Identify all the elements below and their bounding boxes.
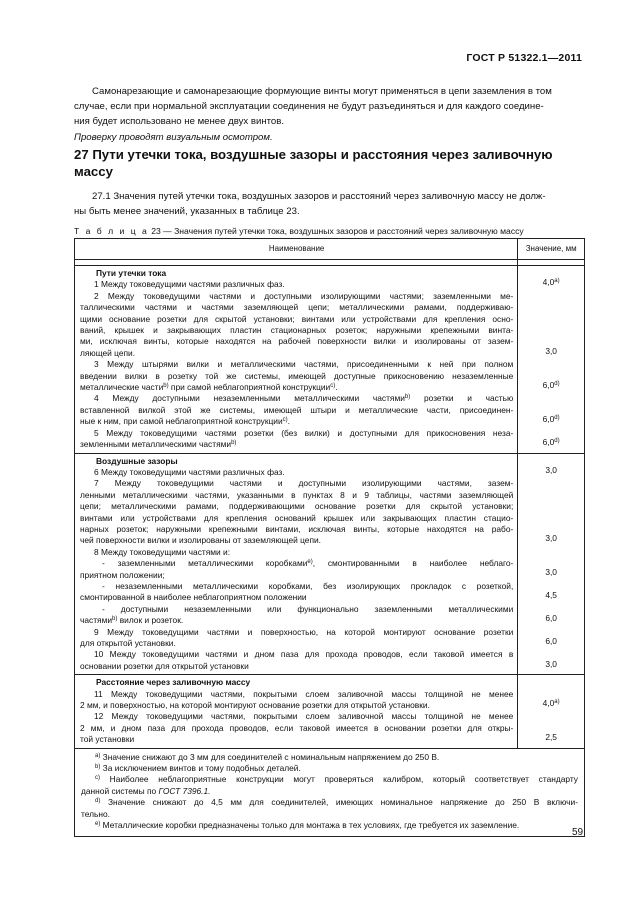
table-23: [74, 238, 585, 837]
group-clearance: [75, 453, 585, 675]
row-10: 10 Между токоведущими частями и дном паза для прохода проводов, если таковой имеется в: [94, 649, 514, 660]
col-header-name: Наименование: [75, 239, 518, 260]
row-8b: смонтированной в наиболее неблагоприятном положении: [80, 592, 307, 603]
page-header-standard: ГОСТ Р 51322.1—2011: [466, 52, 582, 64]
group-title: Пути утечки тока: [96, 268, 167, 278]
row-3: металлические части$^{b)}$ при самой неблагоприятной конструкции$^{c)}$.: [80, 382, 338, 393]
row-2: ми, исключая винты, которые находятся на рабочей поверхности вилки и изолированы от зазем-: [80, 336, 514, 347]
row-9: 9 Между токоведущими частями и поверхностью, на которой монтируют основание розетки: [94, 626, 514, 637]
page-number: 59: [572, 827, 584, 838]
value-4: 6,0$^{d)}$: [542, 414, 560, 425]
value-1: 4,0$^{a)}$: [542, 277, 560, 288]
col-header-value: Значение, мм: [518, 239, 585, 260]
footnotes-cell: [75, 748, 585, 836]
row-12: 12 Между токоведущими частями, покрытыми слоем заливочной массы толщиной не менее: [94, 711, 514, 722]
row-12: 2 мм, и дном паза для прохода проводов, если таковой имеется в основании розетки для откры-: [80, 722, 514, 733]
value-5: 6,0$^{d)}$: [542, 436, 560, 447]
footnote-c: данной системы по ГОСТ 7396.1.: [81, 785, 211, 796]
row-8b: - незаземленными металлическими коробками, без изолирующих прокладок с розеткой,: [102, 580, 514, 591]
group-compound: [75, 675, 585, 748]
footnote-a: $^{a)}$ Значение снижают до 3 мм для соединителей с номинальным напряжением до 250 В.: [95, 751, 440, 762]
table-caption-label: Т а б л и ц а: [74, 226, 149, 236]
row-9: для открытой установки.: [80, 638, 176, 648]
intro-line: ния будет использовано не менее двух винтов.: [74, 116, 285, 128]
value-2: 3,0: [545, 345, 557, 356]
row-11: 2 мм, и поверхностью, на которой монтируют основание розетки для открытой установки.: [80, 700, 430, 711]
footnote-e: $^{e)}$ Металлические коробки предназначены только для монтажа в тех условиях, где требуется их заземление.: [95, 820, 520, 831]
footnote-d: $^{d)}$ Значение снижают до 4,5 мм для соединителей, имеющих номинальное напряжение до 250 В включи-: [95, 797, 578, 808]
value-9: 6,0: [545, 635, 557, 646]
group-creepage: [75, 266, 585, 454]
footnotes: [75, 748, 585, 836]
intro-check: Проверку проводят визуальным осмотром.: [74, 131, 273, 143]
row-2: таллическими частями и частями заземляющей цепи; металлическими рамами, поддерживаю-: [80, 302, 514, 313]
intro-line: Самонарезающие и самонарезающие формующие винты могут применяться в цепи заземления в том: [92, 86, 552, 97]
row-2: щими основание розетки для скрытой установки; винтами или устройствами для крепления осно-: [80, 313, 514, 324]
value-12: 2,5: [545, 732, 557, 743]
row-8a: - заземленными металлическими коробками$^{e)}$, смонтированными в наиболее неблаго-: [102, 558, 514, 569]
row-11: 11 Между токоведущими частями, покрытыми слоем заливочной массы толщиной не менее: [94, 688, 514, 699]
row-8a: приятном положении;: [80, 569, 165, 580]
group-clearance-values: [518, 453, 585, 675]
row-10: основании розетки для открытой установки: [80, 660, 249, 671]
row-3: введении вилки в розетку той же системы, имеющей доступные прикосновению незаземленные: [80, 370, 514, 381]
row-4: вставленной вилкой этой же системы, имеющей штыри и металлические части, присоединен-: [80, 404, 514, 415]
row-7: чей поверхности вилки и изолированы от заземляющей цепи.: [80, 535, 322, 546]
clause-line: ны быть менее значений, указанных в таблице 23.: [74, 206, 300, 218]
row-7: 7 Между токоведущими частями и доступными изолирующими частями, зазем-: [94, 478, 514, 489]
row-1: 1 Между токоведущими частями различных фаз.: [94, 279, 285, 290]
row-2: ляющей цепи.: [80, 347, 136, 358]
value-7: 3,0: [545, 533, 557, 544]
group-title: Воздушные зазоры: [96, 455, 178, 466]
value-8c: 6,0: [545, 612, 557, 623]
row-2: 2 Между токоведущими частями и доступными изолирующими частями; заземленными ме-: [94, 290, 514, 301]
row-8c: частями$^{b)}$ вилок и розеток.: [80, 615, 184, 626]
row-7: ленными металлическими частями, указанными в пунктах 8 и 9 таблицы, частями заземляющей: [80, 489, 514, 500]
row-6: 6 Между токоведущими частями различных фаз.: [94, 466, 285, 477]
row-12: той установки: [80, 734, 135, 745]
clause-line: 27.1 Значения путей утечки тока, воздушных зазоров и расстояний через заливочную массу не долж-: [92, 191, 546, 202]
section-title: [74, 146, 574, 180]
section-title-line: массу: [74, 164, 113, 179]
table-caption-text: 23 — Значения путей утечки тока, воздушных зазоров и расстояний через заливочную массу: [151, 226, 524, 236]
row-4: ные к ним, при самой неблагоприятной конструкции$^{c)}$.: [80, 416, 290, 427]
row-5: 5 Между токоведущими частями розетки (без вилки) и доступными для прикосновения неза-: [94, 427, 514, 438]
group-compound-text: [75, 675, 518, 748]
row-5: земленными металлическими частями$^{b)}$: [80, 439, 237, 450]
clause-27-1: [74, 189, 584, 219]
row-7: винтами или устройствами для крепления оснований крышек или закрывающих пластин стацио-: [80, 512, 514, 523]
table-caption: [74, 226, 594, 236]
group-creepage-text: [75, 266, 518, 454]
group-creepage-values: [518, 266, 585, 454]
value-3: 6,0$^{d)}$: [542, 379, 560, 390]
value-10: 3,0: [545, 658, 557, 669]
section-title-line: 27 Пути утечки тока, воздушные зазоры и расстояния через заливочную: [74, 147, 553, 162]
row-8: 8 Между токоведущими частями и:: [94, 546, 231, 557]
footnote-b: $^{b)}$ За исключением винтов и тому подобных деталей.: [95, 763, 301, 774]
row-4: 4 Между доступными незаземленными металлическими частями$^{b)}$ розетки и частью: [94, 393, 514, 404]
value-11: 4,0$^{a)}$: [542, 698, 560, 708]
value-6: 3,0: [545, 464, 557, 475]
value-8a: 3,0: [545, 567, 557, 578]
footnote-c: $^{c)}$ Наиболее неблагоприятные конструкции могут проверяться калибром, который соответствует стандарту: [95, 774, 578, 785]
footnote-d: тельно.: [81, 808, 110, 819]
group-clearance-text: [75, 453, 518, 675]
group-title: Расстояние через заливочную массу: [96, 677, 251, 688]
row-7: нарных розеток; наружными крепежными винтами, исключая винты, которые находятся на рабо-: [80, 523, 514, 534]
value-8b: 4,5: [545, 590, 557, 601]
row-3: 3 Между штырями вилки и металлическими частями, присоединенными к ней при полном: [94, 359, 514, 370]
intro-line: случае, если при нормальной эксплуатации соединения не будут разъединяться и для каждого соедине-: [74, 101, 544, 113]
intro-paragraph: [74, 84, 584, 145]
row-2: ваний, крышек и закрывающих пластин стационарных розеток; наружными крепежными винта-: [80, 325, 514, 336]
row-7: цепи; металлическими рамами, поддерживающими основание розетки для скрытой установки;: [80, 501, 514, 512]
group-compound-values: [518, 675, 585, 748]
row-8c: - доступными незаземленными или функционально заземленными металлическими: [102, 603, 514, 614]
